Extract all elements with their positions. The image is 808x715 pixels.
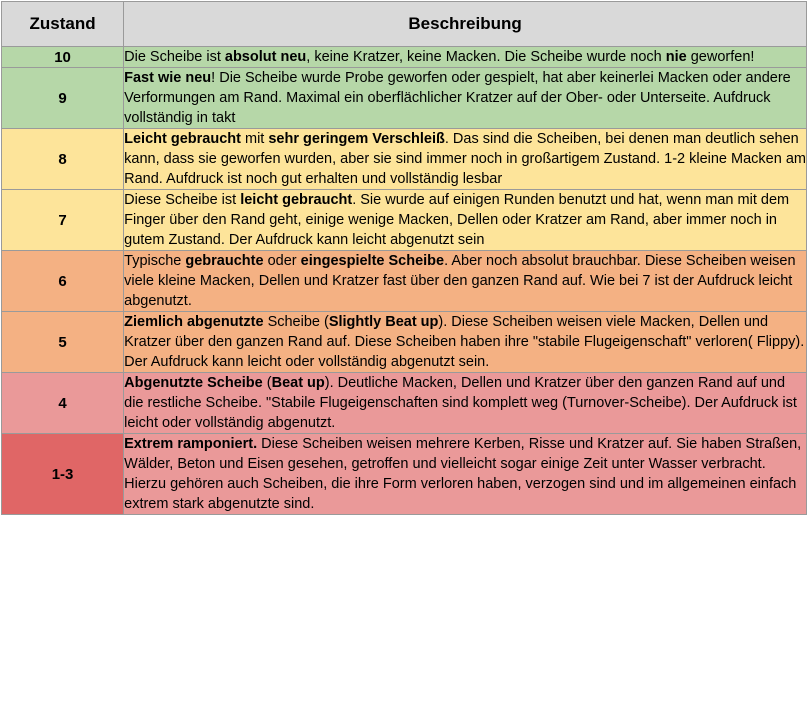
description-text: Diese Scheiben weisen mehrere Kerben, Risse und Kratzer auf. Sie haben Straßen, Wälder, Beton und Eisen gesehen, getroffen und vielleicht sogar einige Zeit unter Wasser verbracht. Hierzu gehören auch Scheiben, die ihre Form verloren haben, verzogen sind und im allgemeinen einfach extrem stark abgenutzte sind. <box>124 436 802 512</box>
description-text: . Sie wurde auf einigen Runden benutzt und hat, wenn man mit dem Finger über den Rand geht, einige wenige Macken, Dellen oder Kratzer am Rand, aber immer noch in gutem Zustand. Der Aufdruck kann leicht abgenutzt sein <box>124 192 790 248</box>
condition-grade-cell: 1-3 <box>2 434 124 515</box>
description-emphasis: Abgenutzte Scheibe <box>124 375 267 391</box>
condition-description-cell <box>124 68 807 129</box>
condition-description-cell <box>124 190 807 251</box>
table-row <box>2 68 807 129</box>
condition-description-cell <box>124 434 807 515</box>
description-emphasis: nie <box>665 49 687 65</box>
table-body <box>2 47 807 515</box>
description-emphasis: sehr geringem Verschleiß <box>268 131 445 147</box>
condition-grade-cell: 7 <box>2 190 124 251</box>
condition-grade-cell: 5 <box>2 312 124 373</box>
description-text: geworfen! <box>686 49 755 65</box>
description-text: Scheibe ( <box>267 314 329 330</box>
description-emphasis: Ziemlich abgenutzte <box>124 314 268 330</box>
disc-condition-table <box>1 1 807 515</box>
condition-grade-cell: 9 <box>2 68 124 129</box>
description-text: oder <box>263 253 301 269</box>
condition-description-cell <box>124 251 807 312</box>
condition-description-cell <box>124 312 807 373</box>
description-text: ( <box>266 375 272 391</box>
table-row <box>2 373 807 434</box>
description-emphasis: eingespielte Scheibe <box>300 253 445 269</box>
description-emphasis: Slightly Beat up <box>328 314 439 330</box>
table-row <box>2 47 807 68</box>
table-row <box>2 434 807 515</box>
condition-grade-cell: 4 <box>2 373 124 434</box>
description-text: ). Deutliche Macken, Dellen und Kratzer über den ganzen Rand auf und die restliche Scheibe. "Stabile Flugeigenschaften sind komplett weg (Turnover-Scheibe). Der Aufdruck ist leicht oder vollständig abgenutzt. <box>124 375 797 431</box>
description-emphasis: gebrauchte <box>185 253 264 269</box>
description-emphasis: leicht gebraucht <box>240 192 353 208</box>
condition-description-cell <box>124 47 807 68</box>
table-row <box>2 312 807 373</box>
condition-grade-cell: 6 <box>2 251 124 312</box>
condition-grade-cell: 10 <box>2 47 124 68</box>
description-emphasis: absolut neu <box>224 49 307 65</box>
description-emphasis: Fast wie neu <box>124 70 212 86</box>
table-header <box>2 2 807 47</box>
condition-description-cell <box>124 373 807 434</box>
description-text: Diese Scheibe ist <box>124 192 241 208</box>
condition-description-cell <box>124 129 807 190</box>
table-header-row <box>2 2 807 47</box>
description-text: Typische <box>124 253 186 269</box>
column-header-state: Zustand <box>2 2 124 47</box>
description-emphasis: Leicht gebraucht <box>124 131 245 147</box>
description-text: mit <box>245 131 269 147</box>
table-row <box>2 251 807 312</box>
description-emphasis: Extrem ramponiert. <box>124 436 258 452</box>
description-text: . Aber noch absolut brauchbar. Diese Scheiben weisen viele kleine Macken, Dellen und Kratzer fast über den ganzen Rand auf. Wie bei 7 ist der Aufdruck leicht abgenutzt. <box>124 253 796 309</box>
column-header-description: Beschreibung <box>124 2 807 47</box>
table-row <box>2 129 807 190</box>
description-text: ! Die Scheibe wurde Probe geworfen oder gespielt, hat aber keinerlei Macken oder andere Verformungen am Rand. Maximal ein oberflächlicher Kratzer auf der Ober- oder Unterseite. Aufdruck vollständig in takt <box>124 70 791 126</box>
description-text: . Das sind die Scheiben, bei denen man deutlich sehen kann, dass sie geworfen wurden, aber sie sind immer noch in großartigem Zustand. 1-2 kleine Macken am Rand. Aufdruck ist noch gut erhalten und vollständig lesbar <box>124 131 806 187</box>
description-text: Die Scheibe ist <box>124 49 225 65</box>
description-text: ). Diese Scheiben weisen viele Macken, Dellen und Kratzer über den ganzen Rand auf. Diese Scheiben haben ihre "stabile Flugeigenschaft" verloren( Flippy). Der Aufdruck kann leicht oder vollständig abgenutzt sein. <box>124 314 805 370</box>
description-text: , keine Kratzer, keine Macken. Die Scheibe wurde noch <box>306 49 666 65</box>
condition-grade-cell: 8 <box>2 129 124 190</box>
description-emphasis: Beat up <box>271 375 325 391</box>
table-row <box>2 190 807 251</box>
